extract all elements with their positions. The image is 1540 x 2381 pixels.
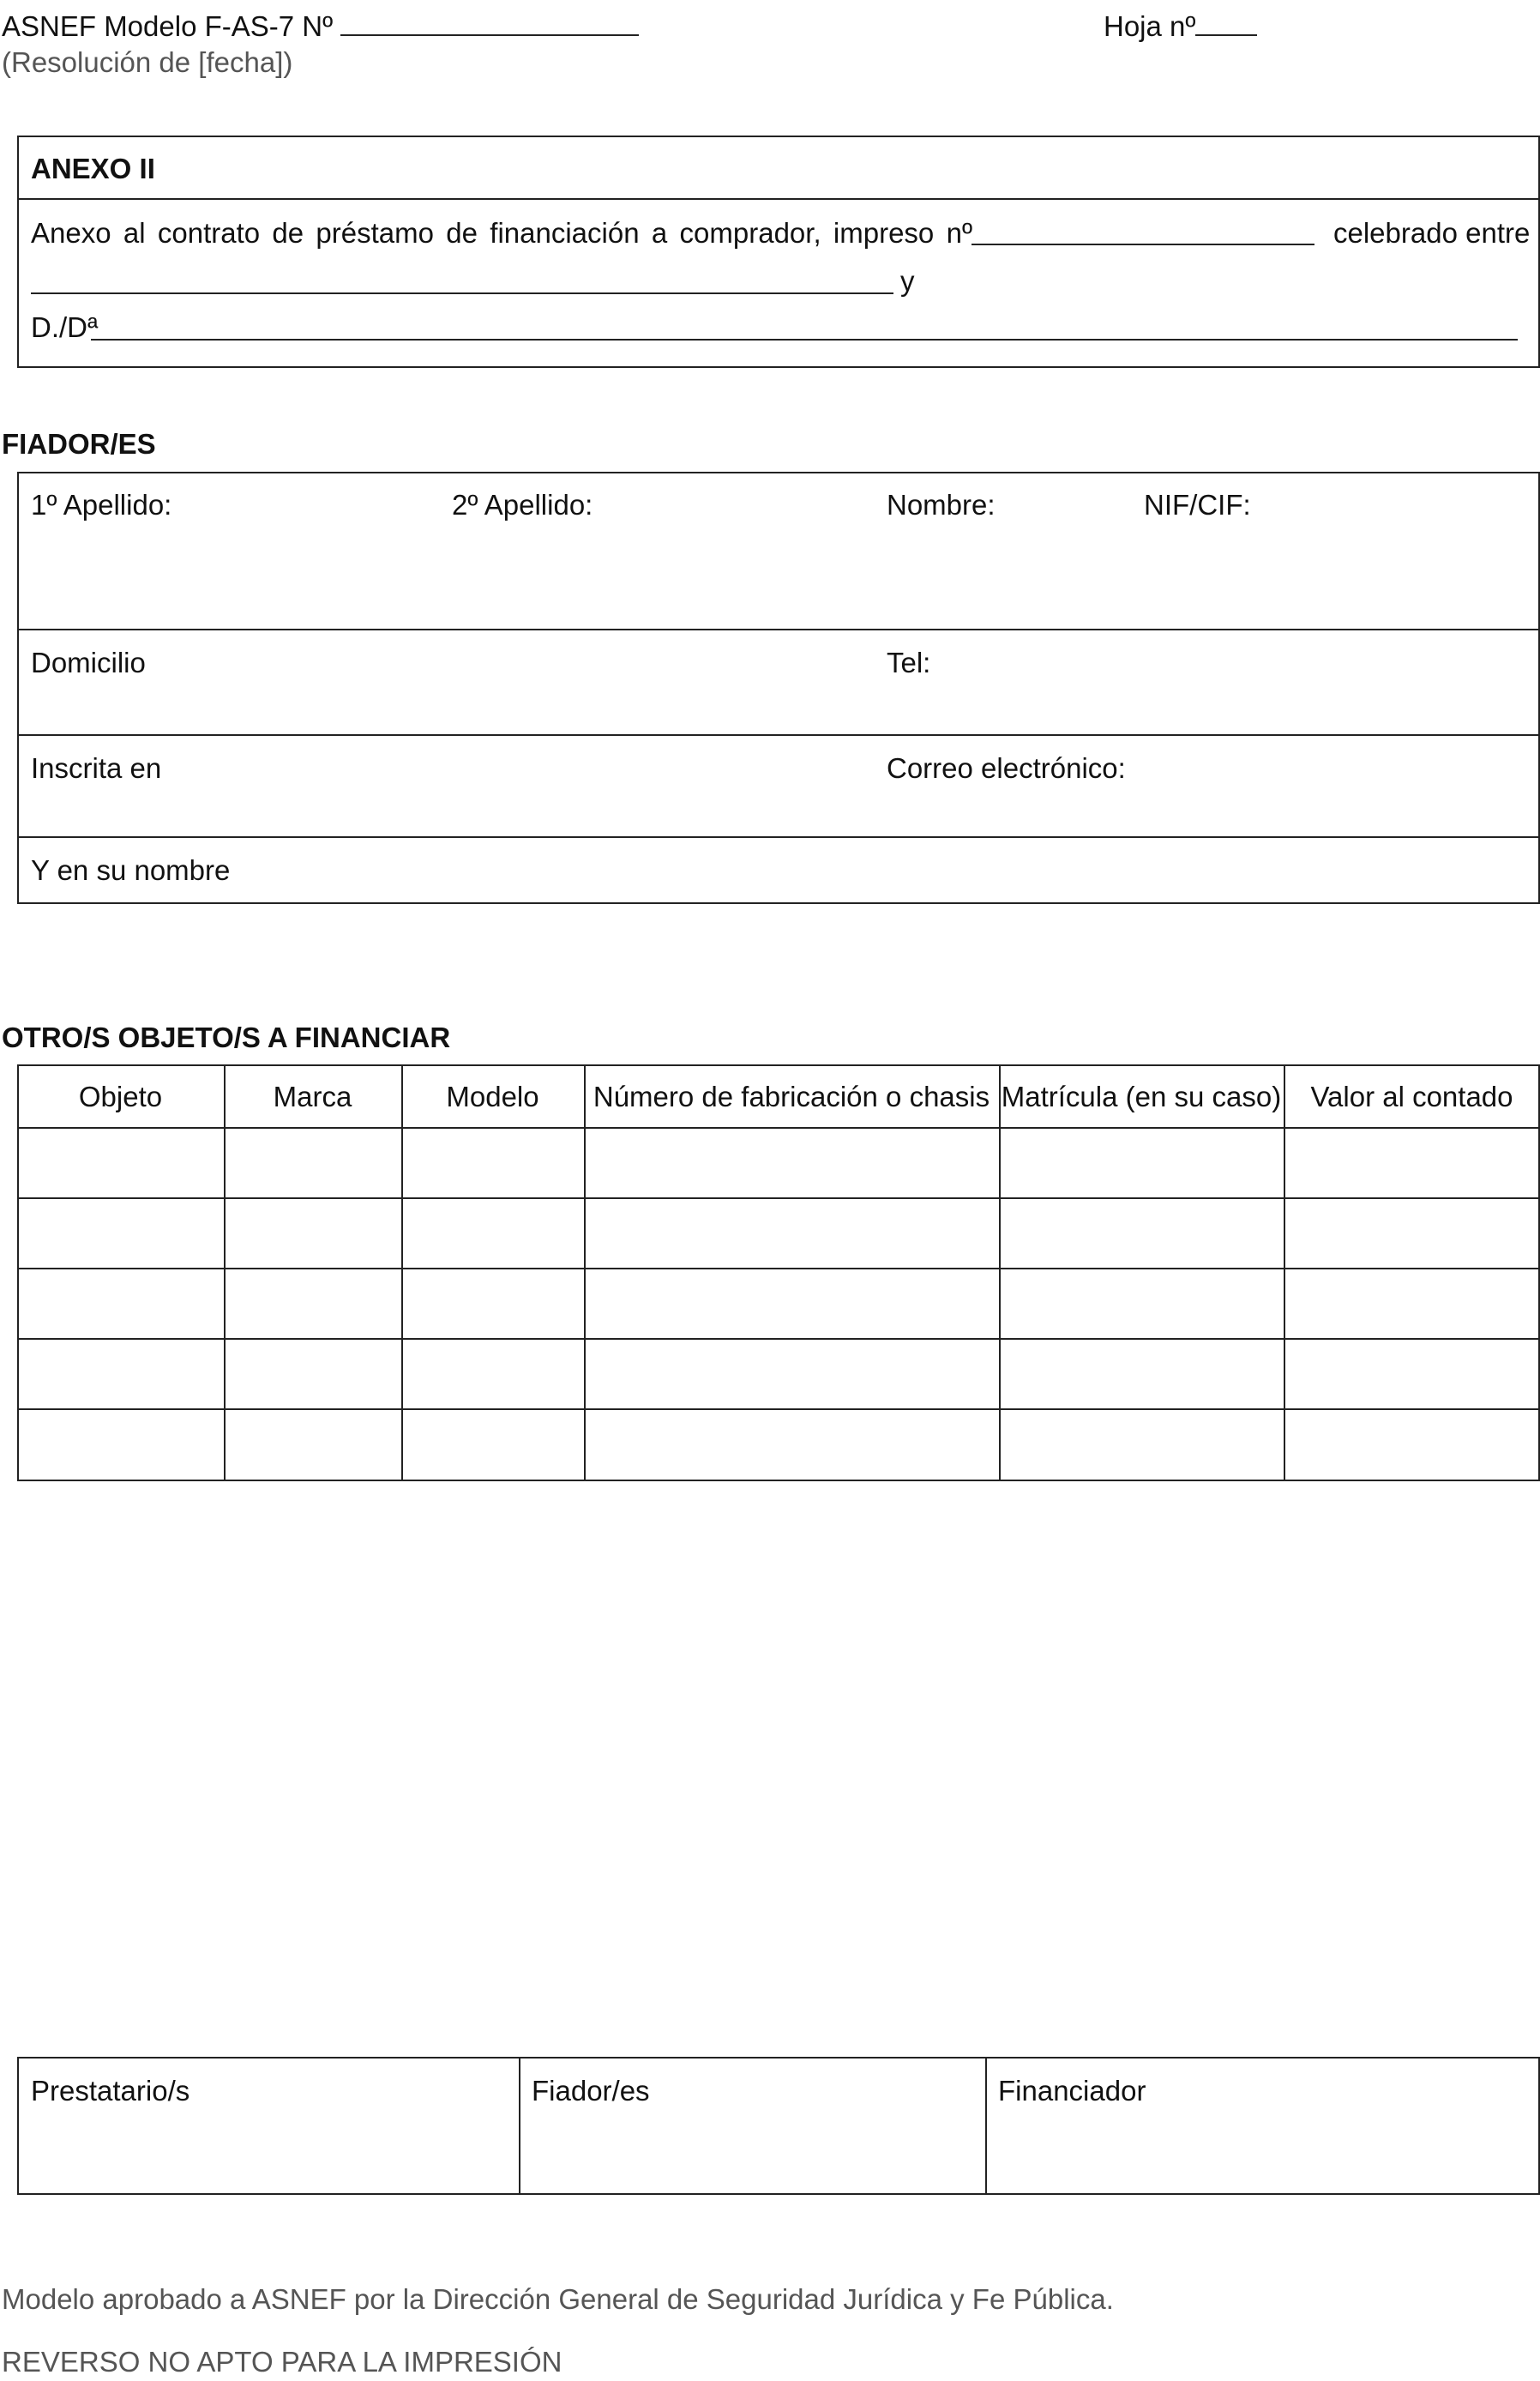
guarantors-divider-2: [17, 734, 1540, 736]
model-number-field[interactable]: [340, 9, 639, 36]
address-label: Domicilio: [31, 647, 146, 678]
object-table-cell[interactable]: [21, 1201, 220, 1264]
objects-row-divider: [17, 1268, 1540, 1269]
form-model-label: [2, 9, 639, 40]
guarantor-signature-field[interactable]: [525, 2112, 979, 2189]
object-table-cell[interactable]: [21, 1271, 220, 1335]
object-table-cell[interactable]: [1002, 1341, 1280, 1405]
column-header-plate: Matrícula (en su caso): [1001, 1081, 1282, 1112]
annex-line2-y: y: [900, 265, 915, 297]
signatures-divider: [985, 2057, 987, 2195]
object-table-cell[interactable]: [1287, 1130, 1537, 1194]
guarantor-identity-field[interactable]: [24, 523, 1533, 622]
object-table-cell[interactable]: [1002, 1412, 1280, 1478]
object-table-cell[interactable]: [227, 1201, 398, 1264]
object-table-cell[interactable]: [21, 1341, 220, 1405]
print-number-field[interactable]: [972, 244, 1314, 245]
object-table-cell[interactable]: [405, 1201, 581, 1264]
object-table-cell[interactable]: [1287, 1271, 1537, 1335]
sheet-label-text: Hoja nº: [1104, 10, 1196, 42]
object-table-cell[interactable]: [227, 1341, 398, 1405]
party-name-field[interactable]: [91, 339, 1518, 341]
objects-row-divider: [17, 1197, 1540, 1199]
phone-label: Tel:: [887, 647, 931, 678]
annex-line1-start: Anexo al contrato de préstamo de financiación a comprador, impreso nº: [31, 217, 972, 249]
financier-signature-label: Financiador: [998, 2075, 1146, 2107]
object-table-cell[interactable]: [227, 1130, 398, 1194]
objects-heading: OTRO/S OBJETO/S A FINANCIAR: [2, 1022, 451, 1053]
column-header-brand: Marca: [273, 1081, 352, 1112]
registration-field[interactable]: [24, 787, 1533, 832]
borrower-signature-field[interactable]: [24, 2112, 513, 2189]
guarantors-divider-3: [17, 836, 1540, 838]
objects-col-divider: [584, 1064, 586, 1481]
object-table-cell[interactable]: [405, 1130, 581, 1194]
column-header-object: Objeto: [78, 1081, 163, 1112]
object-table-cell[interactable]: [1002, 1201, 1280, 1264]
object-table-cell[interactable]: [1287, 1201, 1537, 1264]
object-table-cell[interactable]: [21, 1130, 220, 1194]
guarantors-divider-1: [17, 629, 1540, 630]
sheet-number-field[interactable]: [1195, 9, 1257, 36]
guarantors-heading: FIADOR/ES: [2, 428, 156, 460]
object-table-cell[interactable]: [587, 1201, 996, 1264]
on-behalf-label: Y en su nombre: [31, 854, 231, 886]
object-table-cell[interactable]: [587, 1130, 996, 1194]
registered-label: Inscrita en: [31, 752, 162, 784]
object-table-cell[interactable]: [227, 1271, 398, 1335]
object-table-cell[interactable]: [405, 1412, 581, 1478]
object-table-cell[interactable]: [587, 1271, 996, 1335]
annex-box: [17, 136, 1540, 368]
objects-col-divider: [224, 1064, 226, 1481]
annex-line1-justify: [31, 219, 974, 247]
borrower-signature-label: Prestatario/s: [31, 2075, 190, 2107]
object-table-cell[interactable]: [1002, 1130, 1280, 1194]
column-header-chassis: Número de fabricación o chasis: [593, 1081, 990, 1112]
objects-col-divider: [999, 1064, 1001, 1481]
sheet-number-label: [1104, 9, 1257, 40]
objects-header-divider: [17, 1127, 1540, 1129]
object-table-cell[interactable]: [1287, 1412, 1537, 1478]
resolution-date: (Resolución de [fecha]): [2, 46, 293, 78]
object-table-cell[interactable]: [1002, 1271, 1280, 1335]
parties-field[interactable]: [31, 292, 893, 294]
guarantor-signature-label: Fiador/es: [532, 2075, 650, 2107]
objects-col-divider: [1284, 1064, 1285, 1481]
column-header-value: Valor al contado: [1310, 1081, 1513, 1112]
annex-line3-label: D./Dª: [31, 311, 99, 343]
address-field[interactable]: [24, 682, 1533, 729]
objects-row-divider: [17, 1408, 1540, 1410]
objects-col-divider: [401, 1064, 403, 1481]
annex-divider: [17, 198, 1540, 200]
annex-title: ANEXO II: [31, 153, 155, 184]
model-label-text: ASNEF Modelo F-AS-7 Nº: [2, 10, 334, 42]
object-table-cell[interactable]: [587, 1341, 996, 1405]
annex-line1-end: celebrado entre: [1333, 217, 1531, 249]
column-header-model: Modelo: [446, 1081, 539, 1112]
objects-row-divider: [17, 1338, 1540, 1340]
signatures-divider: [519, 2057, 520, 2195]
object-table-cell[interactable]: [227, 1412, 398, 1478]
object-table-cell[interactable]: [405, 1271, 581, 1335]
email-label: Correo electrónico:: [887, 752, 1126, 784]
approval-note: Modelo aprobado a ASNEF por la Dirección General de Seguridad Jurídica y Fe Pública.: [2, 2283, 1114, 2315]
financier-signature-field[interactable]: [991, 2112, 1533, 2189]
object-table-cell[interactable]: [405, 1341, 581, 1405]
nif-label: NIF/CIF:: [1144, 489, 1251, 521]
object-table-cell[interactable]: [587, 1412, 996, 1478]
reverse-note: REVERSO NO APTO PARA LA IMPRESIÓN: [2, 2346, 562, 2378]
object-table-cell[interactable]: [21, 1412, 220, 1478]
object-table-cell[interactable]: [1287, 1341, 1537, 1405]
surname2-label: 2º Apellido:: [452, 489, 593, 521]
name-label: Nombre:: [887, 489, 996, 521]
surname1-label: 1º Apellido:: [31, 489, 172, 521]
